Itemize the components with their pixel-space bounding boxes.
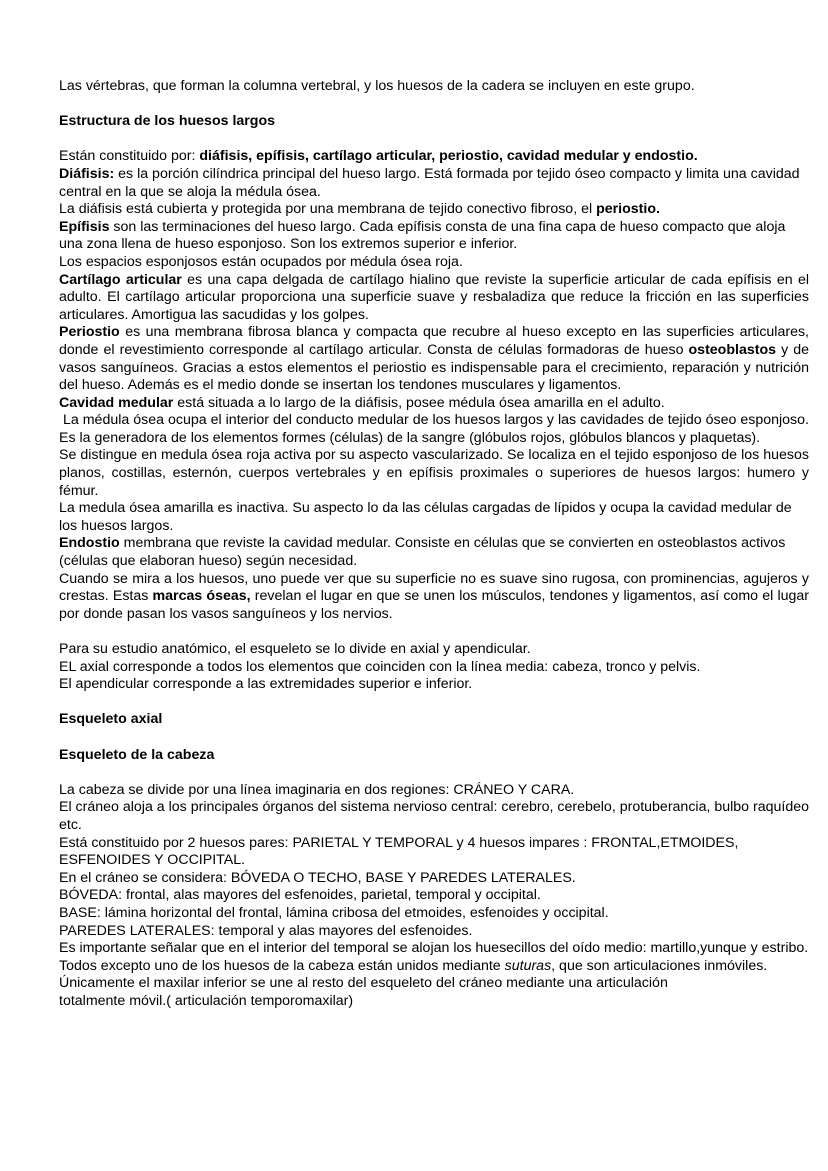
medula-roja-paragraph: Se distingue en medula ósea roja activa por su aspecto vascularizado. Se localiza en el tejido esponjoso de los huesos planos, costillas, esternón, cuerpos vertebrales y en epífisis proximales o superiores de huesos largos: humero y fémur. xyxy=(59,447,809,499)
heading-esqueleto-axial: Esqueleto axial xyxy=(59,711,163,728)
craneo-aloja-paragraph: El cráneo aloja a los principales órganos del sistema nervioso central: cerebro, cerebelo, protuberancia, bulbo raquídeo etc. xyxy=(59,799,810,833)
constituido-huesos-paragraph: Está constituido por 2 huesos pares: PARIETAL Y TEMPORAL y 4 huesos impares : FRONTAL,ETMOIDES, ESFENOIDES Y OCCIPITAL. xyxy=(59,834,739,869)
heading-estructura: Estructura de los huesos largos xyxy=(59,113,276,130)
estudio-paragraph: Para su estudio anatómico, el esqueleto se lo divide en axial y apendicular. xyxy=(59,641,531,657)
marcas-paragraph: Cuando se mira a los huesos, uno puede ver que su superficie no es suave sino rugosa, con prominencias, agujeros y crestas. Estas marcas óseas, revelan el lugar en que se unen los músculos, tendones y ligamentos, así como el lugar por donde pasan los vasos sanguíneos y los nervios. xyxy=(59,570,810,622)
document-page xyxy=(59,78,813,1010)
medula-amarilla-paragraph: La medula ósea amarilla es inactiva. Su aspecto lo da las células cargadas de lípidos y ocupa la cavidad medular de los huesos largos. xyxy=(59,500,792,534)
constituido-paragraph: Están constituido por: diáfisis, epífisis, cartílago articular, periostio, cavidad medular y endostio. xyxy=(59,148,698,165)
maxilar-paragraph-2: totalmente móvil.( articulación temporomaxilar) xyxy=(59,992,354,1009)
cavidad-paragraph: Cavidad medular está situada a lo largo de la diáfisis, posee médula ósea amarilla en el adulto. xyxy=(59,394,665,411)
boveda-paragraph: BÓVEDA: frontal, alas mayores del esfenoides, parietal, temporal y occipital. xyxy=(59,887,541,904)
cartilago-paragraph: Cartílago articular es una capa delgada de cartílago hialino que reviste la superficie articular de cada epífisis en el adulto. El cartílago articular proporciona una superficie suave y resbaladiza que reduce la fricción en las superficies articulares. Amortigua las sacudidas y los golpes. xyxy=(59,271,810,323)
epifisis-paragraph: Epífisis son las terminaciones del hueso largo. Cada epífisis consta de una fina capa de hueso compacto que aloja una zona llena de hueso esponjoso. Son los extremos superior e inferior. xyxy=(59,218,786,253)
apendicular-paragraph: El apendicular corresponde a las extremidades superior e inferior. xyxy=(59,676,473,693)
maxilar-paragraph: Únicamente el maxilar inferior se une al resto del esqueleto del cráneo mediante una articulación xyxy=(59,975,668,992)
craneo-considera-paragraph: En el cráneo se considera: BÓVEDA O TECHO, BASE Y PAREDES LATERALES. xyxy=(59,869,576,886)
diafisis-paragraph: Diáfisis: es la porción cilíndrica principal del hueso largo. Está formada por tejido óseo compacto y limita una cavidad central en la que se aloja la médula ósea. xyxy=(59,165,800,200)
suturas-paragraph: Todos excepto uno de los huesos de la cabeza están unidos mediante suturas, que son articulaciones inmóviles. xyxy=(59,957,768,974)
intro-paragraph: Las vértebras, que forman la columna vertebral, y los huesos de la cadera se incluyen en este grupo. xyxy=(59,78,695,94)
heading-esqueleto-cabeza: Esqueleto de la cabeza xyxy=(59,746,215,763)
base-paragraph: BASE: lámina horizontal del frontal, lámina cribosa del etmoides, esfenoides y occipital. xyxy=(59,904,609,921)
endostio-paragraph: Endostio membrana que reviste la cavidad medular. Consiste en células que se convierten en osteoblastos activos (células que elaboran hueso) según necesidad. xyxy=(59,535,786,570)
diafisis-cubierta-paragraph: La diáfisis está cubierta y protegida por una membrana de tejido conectivo fibroso, el periostio. xyxy=(59,201,660,218)
medula-ocupa-paragraph: La médula ósea ocupa el interior del conducto medular de los huesos largos y las cavidades de tejido óseo esponjoso. Es la generadora de los elementos formes (células) de la sangre (glóbulos rojos, glóbulos blancos y plaquetas). xyxy=(59,412,813,446)
periostio-paragraph: Periostio es una membrana fibrosa blanca y compacta que recubre al hueso excepto en las superficies articulares, donde el revestimiento corresponde al cartílago articular. Consta de células formadoras de hueso osteoblastos y de vasos sanguíneos. Gracias a estos elementos el periostio es indispensable para el crecimiento, reparación y nutrición del hueso. Además es el medio donde se insertan los tendones musculares y ligamentos. xyxy=(59,324,809,394)
cabeza-divide-paragraph: La cabeza se divide por una línea imaginaria en dos regiones: CRÁNEO Y CARA. xyxy=(59,781,575,798)
axial-paragraph: EL axial corresponde a todos los elementos que coinciden con la línea media: cabeza, tronco y pelvis. xyxy=(59,658,701,675)
paredes-paragraph: PAREDES LATERALES: temporal y alas mayores del esfenoides. xyxy=(59,922,473,939)
huesecillos-paragraph: Es importante señalar que en el interior del temporal se alojan los huesecillos del oído medio: martillo,yunque y estribo. xyxy=(59,940,809,957)
espacios-paragraph: Los espacios esponjosos están ocupados por médula ósea roja. xyxy=(59,253,463,270)
